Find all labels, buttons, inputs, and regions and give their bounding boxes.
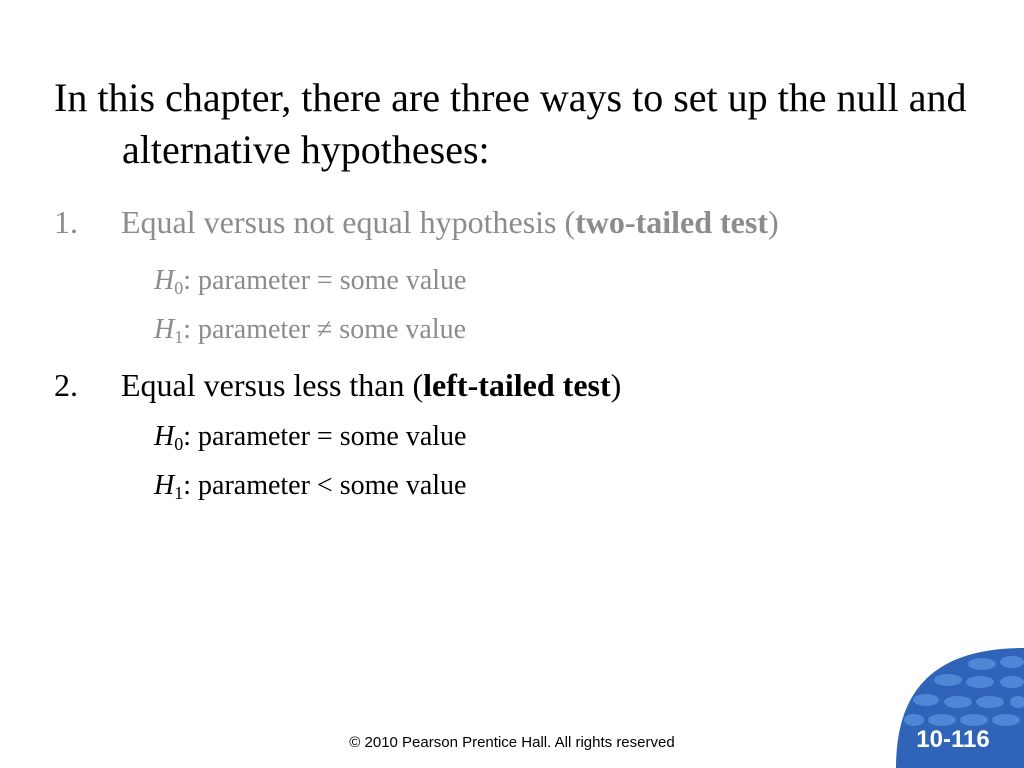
hypothesis-text: : parameter ≠ some value: [183, 314, 467, 345]
hypothesis-subscript: 0: [174, 278, 184, 298]
item-bold-term: two-tailed test: [575, 204, 768, 240]
list-item-2: [54, 365, 621, 405]
item-bold-term: left-tailed test: [423, 367, 611, 403]
null-hypothesis-2: [154, 420, 466, 454]
hypothesis-text: : parameter = some value: [183, 421, 467, 452]
intro-text: In this chapter, there are three ways to set up the null and alternative hypotheses:: [54, 75, 967, 172]
item-text: Equal versus less than (: [121, 367, 424, 403]
hypothesis-symbol: H: [154, 314, 175, 345]
hypothesis-text: : parameter < some value: [183, 470, 467, 501]
slide-number: 10-116: [916, 726, 990, 753]
alternative-hypothesis-2: [154, 469, 466, 503]
item-number: 1.: [54, 204, 78, 240]
hypothesis-subscript: 0: [174, 434, 184, 454]
null-hypothesis-1: [154, 264, 466, 298]
hypothesis-symbol: H: [154, 265, 175, 296]
list-item-1: [54, 202, 779, 242]
item-close-paren: ): [610, 367, 622, 403]
hypothesis-subscript: 1: [174, 483, 184, 503]
copyright-footer: © 2010 Pearson Prentice Hall. All rights reserved: [349, 734, 675, 751]
hypothesis-text: : parameter = some value: [183, 265, 467, 296]
hypothesis-subscript: 1: [174, 327, 184, 347]
hypothesis-symbol: H: [154, 421, 175, 452]
alternative-hypothesis-1: [154, 313, 466, 347]
hypothesis-symbol: H: [154, 470, 175, 501]
item-number: 2.: [54, 367, 78, 403]
item-text: Equal versus not equal hypothesis (: [121, 204, 576, 240]
item-close-paren: ): [767, 204, 779, 240]
